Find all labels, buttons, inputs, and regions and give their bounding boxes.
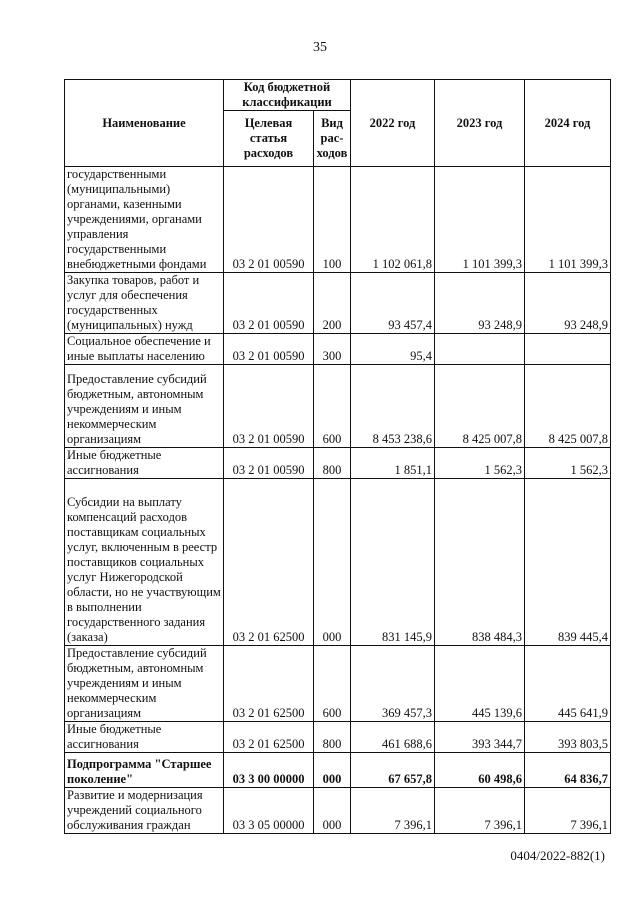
row-value-2022: 8 453 238,6 [351,365,435,448]
row-value-2023: 93 248,9 [435,273,525,334]
row-name: Предоставление субсидий бюджетным, автономным учреждениям и иным некоммерческим организациям [65,646,224,722]
row-expense-type: 300 [314,334,351,365]
row-value-2023: 445 139,6 [435,646,525,722]
header-name: Наименование [65,80,224,167]
row-target-code: 03 2 01 62500 [224,479,314,646]
table-row [65,722,611,753]
table-header [65,80,611,167]
row-expense-type: 100 [314,167,351,273]
row-value-2024: 8 425 007,8 [525,365,611,448]
document-code: 0404/2022-882(1) [510,848,605,863]
row-value-2024: 393 803,5 [525,722,611,753]
row-value-2024: 7 396,1 [525,788,611,834]
row-name: Развитие и модернизация учреждений социального обслуживания граждан [65,788,224,834]
table-row [65,273,611,334]
row-target-code: 03 2 01 00590 [224,365,314,448]
table-row [65,479,611,646]
header-type: Вид рас-ходов [314,111,351,167]
row-value-2024: 93 248,9 [525,273,611,334]
row-name: Закупка товаров, работ и услуг для обеспечения государственных (муниципальных) нужд [65,273,224,334]
row-value-2022: 831 145,9 [351,479,435,646]
table-row [65,753,611,788]
row-value-2022: 461 688,6 [351,722,435,753]
row-name: государственными (муниципальными) органами, казенными учреждениями, органами управления государственными внебюджетными фондами [65,167,224,273]
row-value-2022: 67 657,8 [351,753,435,788]
table-body [65,167,611,834]
row-target-code: 03 3 00 00000 [224,753,314,788]
row-target-code: 03 2 01 00590 [224,334,314,365]
table-row [65,646,611,722]
table-row [65,167,611,273]
row-target-code: 03 2 01 00590 [224,273,314,334]
row-name: Иные бюджетные ассигнования [65,722,224,753]
row-value-2022: 1 851,1 [351,448,435,479]
row-value-2024: 1 562,3 [525,448,611,479]
table-row [65,365,611,448]
row-value-2023: 838 484,3 [435,479,525,646]
row-value-2022: 95,4 [351,334,435,365]
row-target-code: 03 2 01 00590 [224,448,314,479]
row-target-code: 03 2 01 62500 [224,722,314,753]
row-value-2022: 369 457,3 [351,646,435,722]
row-expense-type: 000 [314,753,351,788]
row-name: Подпрограмма "Старшее поколение" [65,753,224,788]
row-value-2022: 1 102 061,8 [351,167,435,273]
table-row [65,448,611,479]
row-value-2022: 93 457,4 [351,273,435,334]
row-name: Предоставление субсидий бюджетным, автономным учреждениям и иным некоммерческим организациям [65,365,224,448]
row-value-2023: 60 498,6 [435,753,525,788]
row-expense-type: 800 [314,448,351,479]
header-code-group: Код бюджетной классификации [224,80,351,111]
row-expense-type: 000 [314,788,351,834]
row-value-2024: 1 101 399,3 [525,167,611,273]
row-name: Иные бюджетные ассигнования [65,448,224,479]
row-value-2022: 7 396,1 [351,788,435,834]
row-value-2024: 839 445,4 [525,479,611,646]
row-target-code: 03 2 01 62500 [224,646,314,722]
row-expense-type: 000 [314,479,351,646]
header-2024: 2024 год [525,80,611,167]
row-value-2024: 445 641,9 [525,646,611,722]
row-value-2023: 393 344,7 [435,722,525,753]
row-value-2024: 64 836,7 [525,753,611,788]
row-value-2023: 1 101 399,3 [435,167,525,273]
row-expense-type: 200 [314,273,351,334]
table-row [65,788,611,834]
row-expense-type: 800 [314,722,351,753]
row-value-2023: 8 425 007,8 [435,365,525,448]
page-number: 35 [313,40,327,55]
row-value-2023 [435,334,525,365]
budget-table [64,79,611,834]
row-target-code: 03 3 05 00000 [224,788,314,834]
row-value-2023: 7 396,1 [435,788,525,834]
row-name: Субсидии на выплату компенсаций расходов поставщикам социальных услуг, включенным в реестр поставщиков социальных услуг Нижегородской области, но не участвующим в выполнении государственного задания (заказа) [65,479,224,646]
row-value-2023: 1 562,3 [435,448,525,479]
row-expense-type: 600 [314,646,351,722]
header-target: Целевая статья расходов [224,111,314,167]
header-2022: 2022 год [351,80,435,167]
row-target-code: 03 2 01 00590 [224,167,314,273]
table-row [65,334,611,365]
header-2023: 2023 год [435,80,525,167]
row-value-2024 [525,334,611,365]
row-name: Социальное обеспечение и иные выплаты населению [65,334,224,365]
row-expense-type: 600 [314,365,351,448]
